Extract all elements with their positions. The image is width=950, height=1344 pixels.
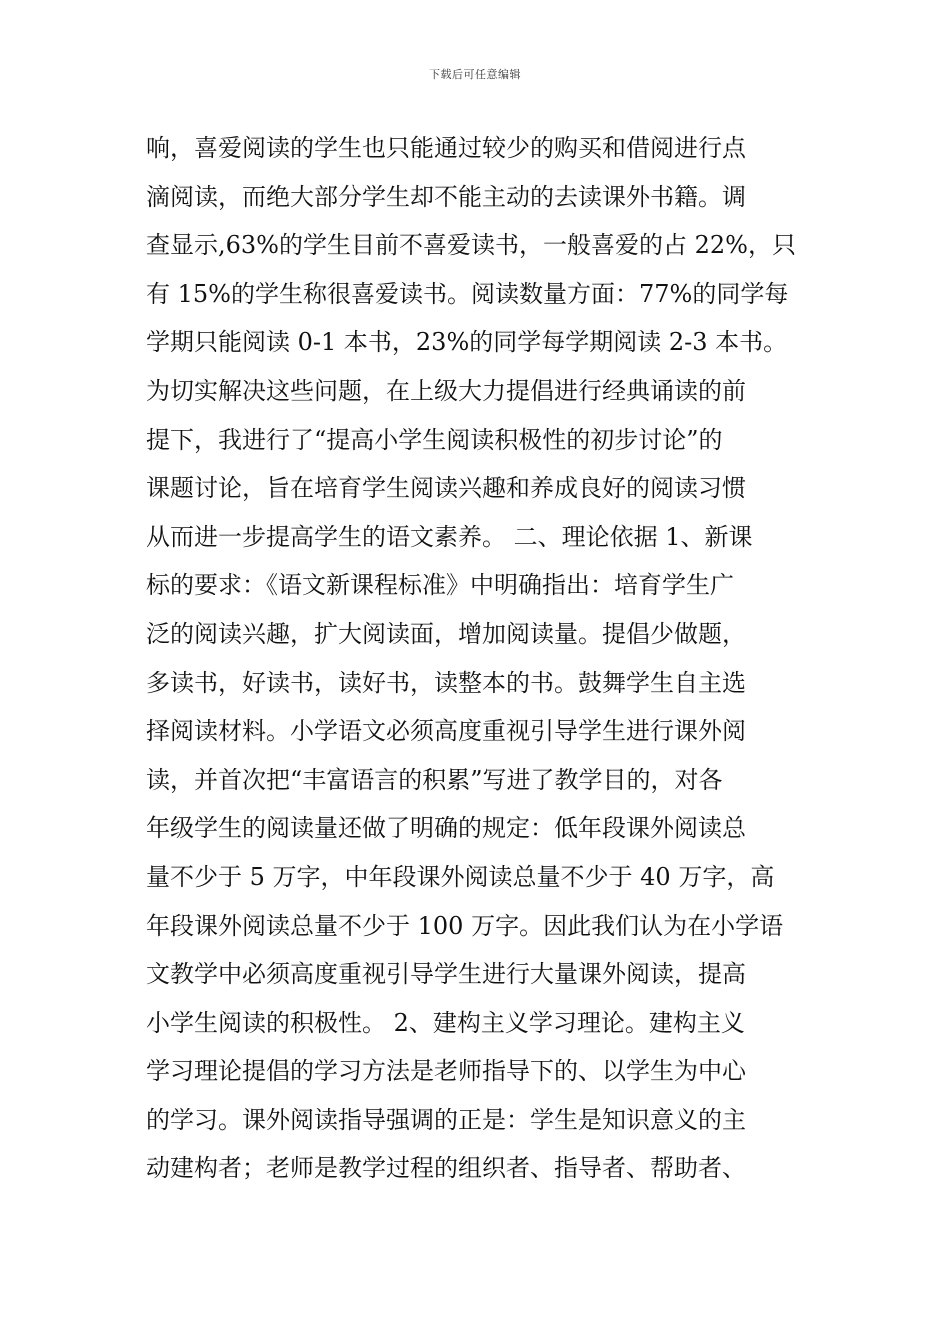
text-line: 文教学中必须高度重视引导学生进行大量课外阅读，提高 — [146, 960, 746, 989]
text-line: 查显示,63%的学生目前不喜爱读书，一般喜爱的占 22%，只 — [146, 231, 796, 260]
text-line: 学习理论提倡的学习方法是老师指导下的、以学生为中心 — [146, 1057, 746, 1086]
text-line: 标的要求：《语文新课程标准》中明确指出：培育学生广 — [146, 571, 734, 600]
text-line: 量不少于 5 万字，中年段课外阅读总量不少于 40 万字，高 — [146, 862, 775, 891]
text-line: 小学生阅读的积极性。 2、建构主义学习理论。建构主义 — [146, 1008, 745, 1037]
text-line: 有 15%的学生称很喜爱读书。阅读数量方面：77%的同学每 — [146, 279, 789, 308]
text-line: 多读书，好读书，读好书，读整本的书。鼓舞学生自主选 — [146, 668, 746, 697]
text-line: 泛的阅读兴趣，扩大阅读面，增加阅读量。提倡少做题， — [146, 619, 746, 648]
text-line: 年级学生的阅读量还做了明确的规定：低年段课外阅读总 — [146, 814, 746, 843]
text-line: 学期只能阅读 0-1 本书，23%的同学每学期阅读 2-3 本书。 — [146, 328, 788, 357]
text-line: 课题讨论，旨在培育学生阅读兴趣和养成良好的阅读习惯 — [146, 474, 746, 503]
text-line: 动建构者；老师是教学过程的组织者、指导者、帮助者、 — [146, 1154, 746, 1183]
text-line: 响，喜爱阅读的学生也只能通过较少的购买和借阅进行点 — [146, 134, 746, 162]
text-line: 读，并首次把“丰富语言的积累”写进了教学目的，对各 — [146, 765, 723, 794]
text-line: 提下，我进行了“提高小学生阅读积极性的初步讨论”的 — [146, 425, 723, 454]
text-line: 择阅读材料。小学语文必须高度重视引导学生进行课外阅 — [146, 717, 746, 746]
text-line: 的学习。课外阅读指导强调的正是：学生是知识意义的主 — [146, 1105, 746, 1134]
text-line: 从而进一步提高学生的语文素养。 二、理论依据 1、新课 — [146, 522, 753, 551]
text-line: 为切实解决这些问题，在上级大力提倡进行经典诵读的前 — [146, 376, 746, 405]
text-line: 滴阅读，而绝大部分学生却不能主动的去读课外书籍。调 — [146, 182, 746, 211]
page-header: 下载后可任意编辑 — [429, 68, 521, 81]
text-line: 年段课外阅读总量不少于 100 万字。因此我们认为在小学语 — [146, 911, 784, 940]
document-body — [146, 124, 811, 1193]
